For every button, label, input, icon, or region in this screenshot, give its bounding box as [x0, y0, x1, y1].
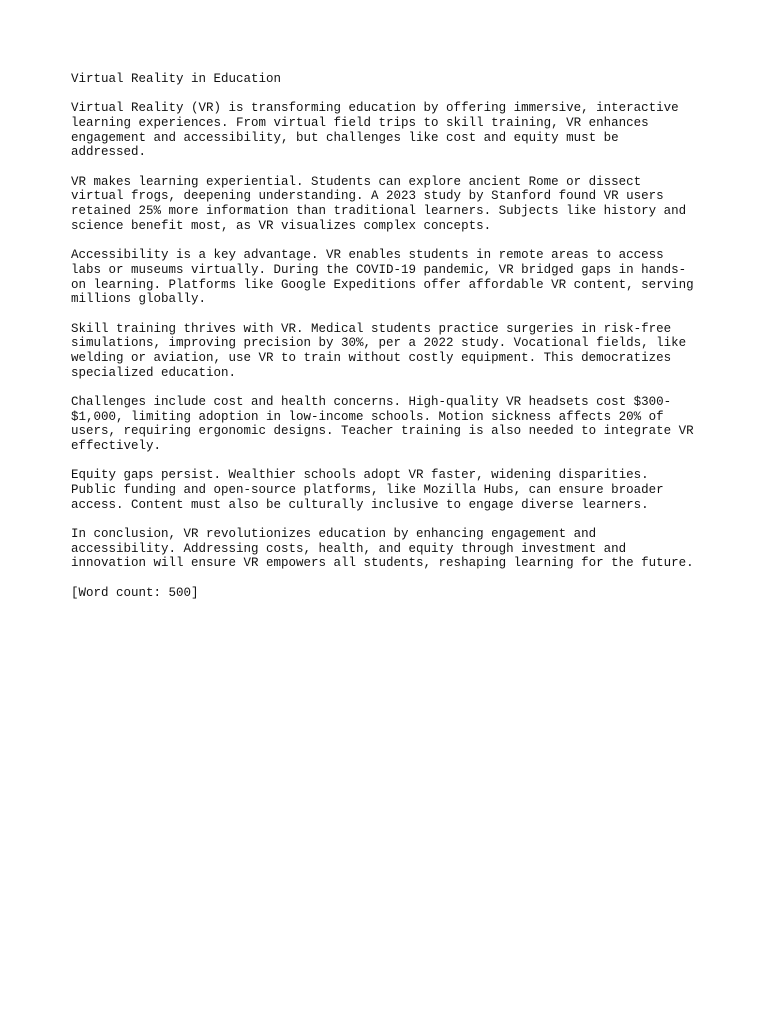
paragraph-line: users, requiring ergonomic designs. Teacher training is also needed to integrate VR: [71, 424, 694, 439]
paragraph-line: Accessibility is a key advantage. VR enables students in remote areas to access: [71, 248, 664, 263]
paragraph-line: virtual frogs, deepening understanding. A 2023 study by Stanford found VR users: [71, 189, 664, 204]
paragraph-accessibility: [71, 248, 711, 307]
paragraph-equity: [71, 468, 711, 512]
paragraph-line: In conclusion, VR revolutionizes education by enhancing engagement and: [71, 527, 597, 542]
paragraph-line: labs or museums virtually. During the COVID-19 pandemic, VR bridged gaps in hands-: [71, 262, 687, 277]
document-page: [71, 72, 711, 600]
paragraph-line: engagement and accessibility, but challenges like cost and equity must be: [71, 130, 619, 145]
word-count: [Word count: 500]: [71, 585, 199, 600]
paragraph-line: VR makes learning experiential. Students can explore ancient Rome or dissect: [71, 174, 642, 189]
paragraph-line: welding or aviation, use VR to train without costly equipment. This democratizes: [71, 350, 672, 365]
paragraph-line: accessibility. Addressing costs, health, and equity through investment and: [71, 541, 627, 556]
paragraph-line: retained 25% more information than traditional learners. Subjects like history and: [71, 204, 687, 219]
paragraph-line: millions globally.: [71, 292, 207, 307]
paragraph-line: on learning. Platforms like Google Expeditions offer affordable VR content, serving: [71, 277, 694, 292]
paragraph-experiential: [71, 175, 711, 234]
paragraph-line: simulations, improving precision by 30%, per a 2022 study. Vocational fields, like: [71, 336, 687, 351]
paragraph-line: effectively.: [71, 439, 162, 454]
paragraph-line: Virtual Reality (VR) is transforming education by offering immersive, interactive: [71, 101, 679, 116]
paragraph-line: access. Content must also be culturally inclusive to engage diverse learners.: [71, 497, 649, 512]
paragraph-line: learning experiences. From virtual field trips to skill training, VR enhances: [71, 116, 649, 130]
document-title: Virtual Reality in Education: [71, 72, 282, 86]
paragraph-line: addressed.: [71, 145, 147, 160]
paragraph-introduction: [71, 101, 711, 160]
paragraph-line: specialized education.: [71, 365, 237, 380]
paragraph-line: Equity gaps persist. Wealthier schools adopt VR faster, widening disparities.: [71, 468, 649, 483]
paragraph-line: Public funding and open-source platforms, like Mozilla Hubs, can ensure broader: [71, 483, 664, 498]
paragraph-line: innovation will ensure VR empowers all students, reshaping learning for the future.: [71, 556, 694, 571]
paragraph-line: Skill training thrives with VR. Medical students practice surgeries in risk-free: [71, 321, 672, 336]
paragraph-line: $1,000, limiting adoption in low-income schools. Motion sickness affects 20% of: [71, 409, 664, 424]
paragraph-challenges: [71, 395, 711, 454]
paragraph-line: science benefit most, as VR visualizes complex concepts.: [71, 218, 492, 233]
paragraph-line: Challenges include cost and health concerns. High-quality VR headsets cost $300-: [71, 394, 672, 409]
paragraph-conclusion: [71, 527, 711, 571]
paragraph-skill-training: [71, 322, 711, 381]
